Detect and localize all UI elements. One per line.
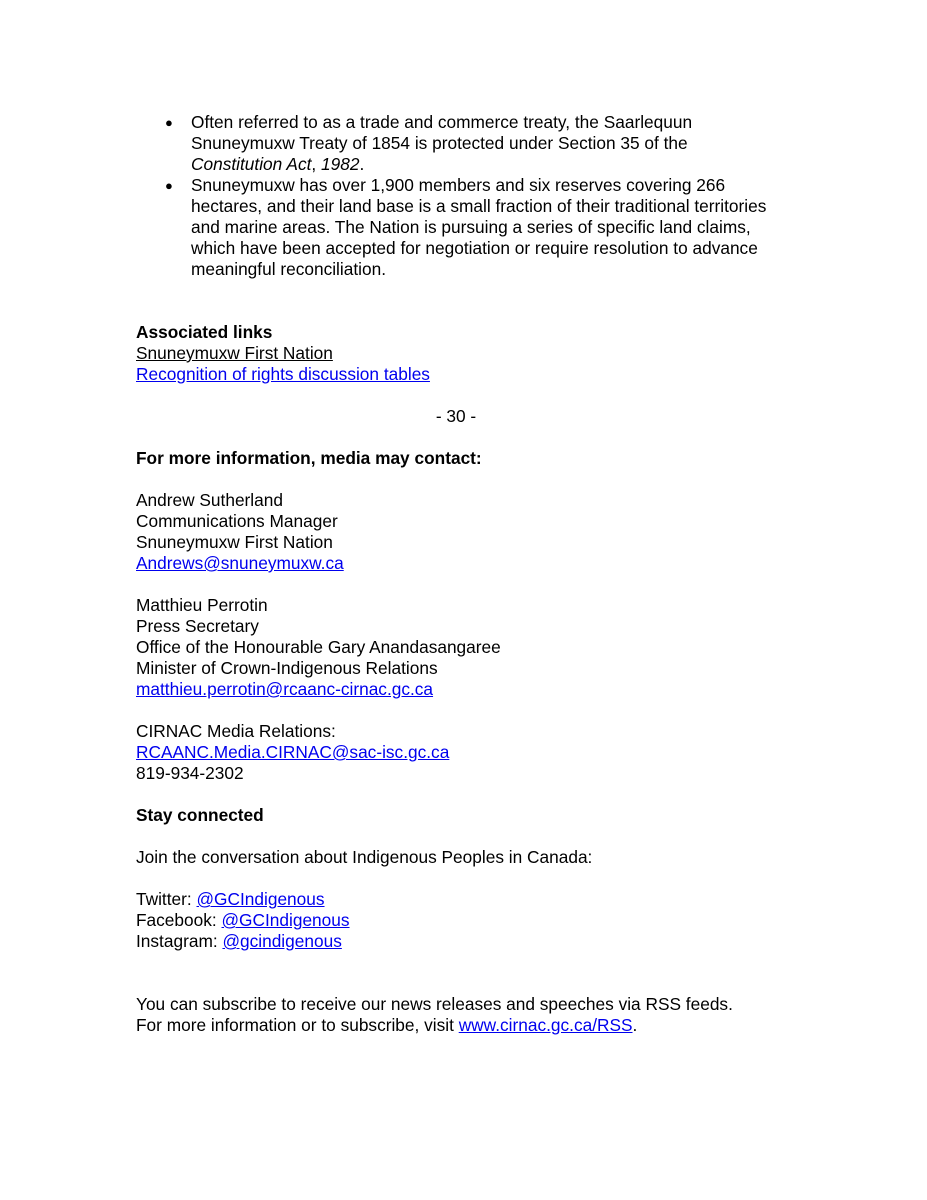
- subscribe-visit: For more information or to subscribe, visit www.cirnac.gc.ca/RSS.: [136, 1015, 638, 1035]
- twitter-link[interactable]: @GCIndigenous: [196, 889, 325, 909]
- key-facts-list: [136, 112, 776, 280]
- subscribe-section: [136, 994, 776, 1036]
- media-phone: 819-934-2302: [136, 763, 244, 783]
- contact-name: Andrew Sutherland: [136, 490, 283, 510]
- associated-links-heading: Associated links: [136, 322, 273, 342]
- contact-ministry: Minister of Crown-Indigenous Relations: [136, 658, 438, 678]
- social-twitter: Twitter: @GCIndigenous: [136, 889, 325, 909]
- bullet-icon: ●: [165, 115, 173, 130]
- associated-links-section: [136, 322, 776, 385]
- list-item: [136, 112, 776, 175]
- social-links: [136, 889, 776, 952]
- contact-cirnac-media: [136, 721, 776, 784]
- contact-andrew-sutherland: [136, 490, 776, 574]
- facebook-link[interactable]: @GCIndigenous: [221, 910, 350, 930]
- stay-connected-heading: Stay connected: [136, 805, 264, 825]
- link-snuneymuxw-first-nation[interactable]: Snuneymuxw First Nation: [136, 343, 333, 363]
- rss-link[interactable]: www.cirnac.gc.ca/RSS: [458, 1015, 633, 1035]
- stay-connected-intro: Join the conversation about Indigenous Peoples in Canada:: [136, 847, 593, 867]
- contact-title: Communications Manager: [136, 511, 338, 531]
- contact-matthieu-perrotin: [136, 595, 776, 700]
- email-link-matthieu[interactable]: matthieu.perrotin@rcaanc-cirnac.gc.ca: [136, 679, 434, 699]
- link-recognition-rights-tables[interactable]: Recognition of rights discussion tables: [136, 364, 430, 384]
- instagram-link[interactable]: @gcindigenous: [222, 931, 342, 951]
- media-relations-label: CIRNAC Media Relations:: [136, 721, 336, 741]
- contact-office: Office of the Honourable Gary Anandasangaree: [136, 637, 501, 657]
- subscribe-text: You can subscribe to receive our news releases and speeches via RSS feeds.: [136, 994, 733, 1014]
- end-marker: - 30 -: [435, 406, 477, 426]
- bullet-text-treaty: Often referred to as a trade and commerce treaty, the Saarlequun Snuneymuxw Treaty of 1854 is protected under Section 35 of the Constitution Act, 1982.: [191, 112, 693, 174]
- contact-title: Press Secretary: [136, 616, 259, 636]
- contact-heading: For more information, media may contact:: [136, 448, 482, 468]
- social-instagram: Instagram: @gcindigenous: [136, 931, 342, 951]
- bullet-icon: ●: [165, 178, 173, 193]
- contact-organization: Snuneymuxw First Nation: [136, 532, 333, 552]
- social-facebook: Facebook: @GCIndigenous: [136, 910, 350, 930]
- bullet-text-members: Snuneymuxw has over 1,900 members and six reserves covering 266 hectares, and their land base is a small fraction of their traditional territories and marine areas. The Nation is pursuing a series of specific land claims, which have been accepted for negotiation or require resolution to advance meaningful reconciliation.: [191, 175, 767, 279]
- email-link-media-relations[interactable]: RCAANC.Media.CIRNAC@sac-isc.gc.ca: [136, 742, 450, 762]
- contact-name: Matthieu Perrotin: [136, 595, 268, 615]
- list-item: [136, 175, 776, 280]
- document-page: [136, 112, 776, 1036]
- email-link-andrew[interactable]: Andrews@snuneymuxw.ca: [136, 553, 344, 573]
